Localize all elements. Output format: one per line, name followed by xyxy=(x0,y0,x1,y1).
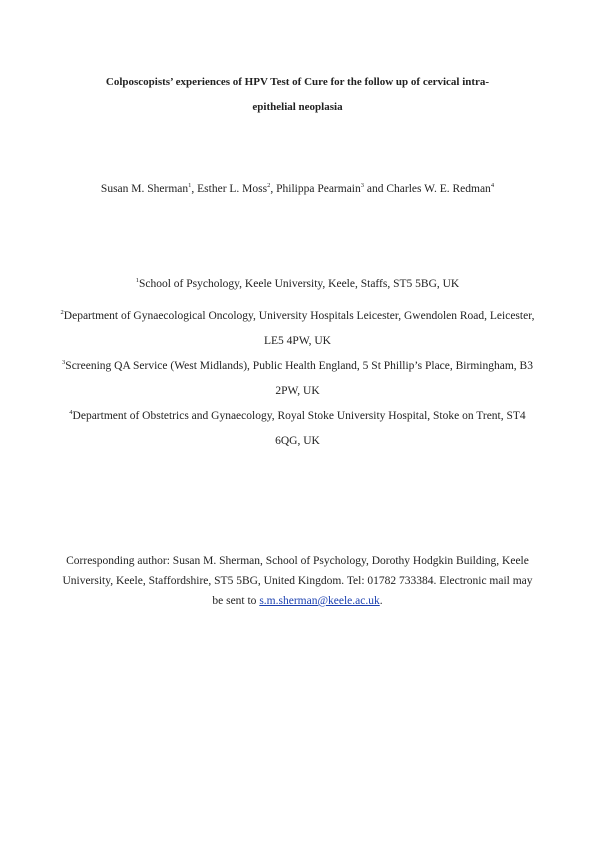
author-list xyxy=(40,180,555,198)
author-affiliation-marker: 4 xyxy=(490,182,495,189)
affiliation-text: Department of Obstetrics and Gynaecology, Royal Stoke University Hospital, Stoke on Trent, ST4 6QG, UK xyxy=(72,410,526,447)
email-link[interactable]: s.m.sherman@keele.ac.uk xyxy=(259,595,380,607)
author-name: Charles W. E. Redman xyxy=(386,183,491,195)
author-name: Susan M. Sherman xyxy=(100,183,189,195)
corresponding-author-note xyxy=(60,551,535,611)
affiliation-1 xyxy=(60,272,535,297)
affiliation-marker: 4 xyxy=(69,409,73,416)
author-separator: and xyxy=(364,183,387,195)
paper-title-line-2: epithelial neoplasia xyxy=(252,101,343,113)
affiliation-marker: 3 xyxy=(62,359,66,366)
author-separator: , xyxy=(191,183,198,195)
paper-title xyxy=(60,70,535,120)
corresponding-author-suffix: . xyxy=(379,595,383,607)
author-name: Esther L. Moss xyxy=(197,183,268,195)
author-affiliation-marker: 1 xyxy=(188,182,192,189)
author-separator: , xyxy=(270,183,277,195)
affiliation-text: School of Psychology, Keele University, Keele, Staffs, ST5 5BG, UK xyxy=(138,278,460,290)
author-affiliation-marker: 3 xyxy=(360,182,364,189)
author-name: Philippa Pearmain xyxy=(276,183,361,195)
affiliation-text: Department of Gynaecological Oncology, University Hospitals Leicester, Gwendolen Road, Leicester, LE5 4PW, UK xyxy=(63,310,535,347)
affiliation-4 xyxy=(60,404,535,454)
affiliation-2 xyxy=(60,304,535,354)
affiliation-3 xyxy=(60,354,535,404)
affiliation-marker: 2 xyxy=(60,309,64,316)
author-affiliation-marker: 2 xyxy=(267,182,271,189)
affiliation-text: Screening QA Service (West Midlands), Public Health England, 5 St Phillip’s Place, Birmingham, B3 2PW, UK xyxy=(65,360,533,397)
affiliation-marker: 1 xyxy=(135,277,139,284)
paper-title-line-1: Colposcopists’ experiences of HPV Test of Cure for the follow up of cervical intra- xyxy=(105,76,490,88)
corresponding-author-text: Corresponding author: Susan M. Sherman, School of Psychology, Dorothy Hodgkin Building, Keele University, Keele, Staffordshire, ST5 5BG, United Kingdom. Tel: 01782 733384. Electronic mail may be sent to xyxy=(62,555,533,607)
